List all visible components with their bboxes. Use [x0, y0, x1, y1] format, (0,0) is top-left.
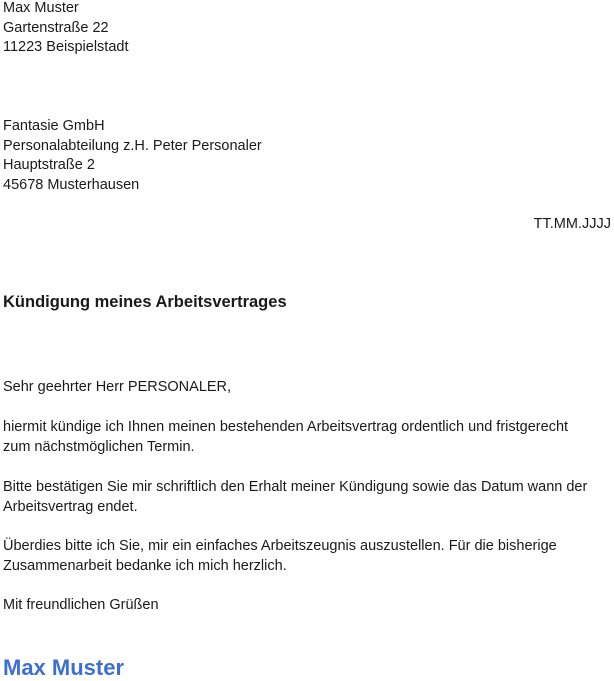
salutation: Sehr geehrter Herr PERSONALER, [3, 379, 232, 395]
sender-address [3, 0, 129, 58]
signature: Max Muster [3, 655, 125, 680]
body-line: Überdies bitte ich Sie, mir ein einfaches Arbeitszeugnis auszustellen. Für die bisherige [3, 538, 557, 554]
recipient-company: Fantasie GmbH [3, 118, 105, 134]
body-line: Zusammenarbeit bedanke ich mich herzlich. [3, 557, 287, 574]
body-paragraph-reference [3, 537, 603, 576]
recipient-address [3, 117, 262, 195]
body-line: zum nächstmöglichen Termin. [3, 438, 195, 455]
body-paragraph-termination [3, 418, 603, 457]
body-line: Bitte bestätigen Sie mir schriftlich den Erhalt meiner Kündigung sowie das Datum wann der [3, 479, 588, 495]
body-line: Arbeitsvertrag endet. [3, 498, 138, 515]
letter-date: TT.MM.JJJJ [533, 216, 611, 232]
closing-phrase: Mit freundlichen Grüßen [3, 597, 159, 613]
body-line: hiermit kündige ich Ihnen meinen bestehenden Arbeitsvertrag ordentlich und fristgerecht [3, 419, 569, 435]
body-paragraph-confirmation [3, 478, 603, 517]
sender-city: 11223 Beispielstadt [3, 39, 129, 56]
sender-street: Gartenstraße 22 [3, 19, 109, 36]
recipient-city: 45678 Musterhausen [3, 176, 140, 193]
letter-subject: Kündigung meines Arbeitsvertrages [3, 293, 287, 311]
recipient-street: Hauptstraße 2 [3, 157, 95, 174]
recipient-department: Personalabteilung z.H. Peter Personaler [3, 137, 262, 154]
sender-name: Max Muster [3, 0, 79, 16]
